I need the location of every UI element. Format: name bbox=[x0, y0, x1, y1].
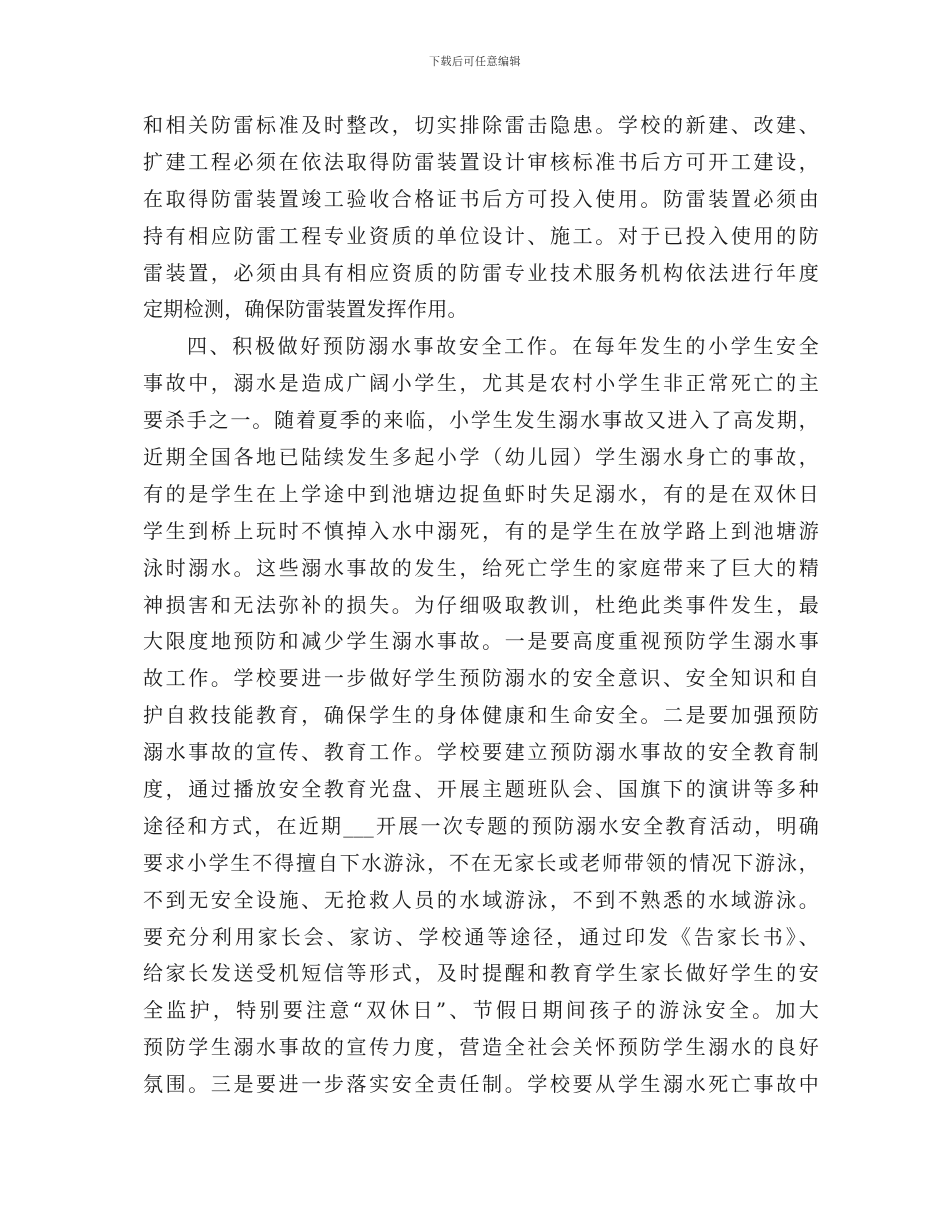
text-line: 神损害和无法弥补的损失。为仔细吸取教训，杜绝此类事件发生，最 bbox=[143, 592, 819, 617]
text-line: 要充分利用家长会、家访、学校通等途径，通过印发《告家长书》、 bbox=[143, 924, 819, 949]
text-line: 不到无安全设施、无抢救人员的水域游泳，不到不熟悉的水域游泳。 bbox=[143, 887, 819, 912]
document-body bbox=[143, 107, 819, 1103]
text-line: 有的是学生在上学途中到池塘边捉鱼虾时失足溺水，有的是在双休日 bbox=[143, 481, 819, 506]
text-line: 在取得防雷装置竣工验收合格证书后方可投入使用。防雷装置必须由 bbox=[143, 186, 819, 211]
text-line: 事故中，溺水是造成广阔小学生，尤其是农村小学生非正常死亡的主 bbox=[143, 371, 819, 396]
text-line: 要杀手之一。随着夏季的来临，小学生发生溺水事故又进入了高发期， bbox=[143, 408, 819, 433]
text-line: 氛围。三是要进一步落实安全责任制。学校要从学生溺水死亡事故中 bbox=[143, 1072, 819, 1097]
text-line: 途径和方式，在近期___开展一次专题的预防溺水安全教育活动，明确 bbox=[143, 813, 819, 838]
text-line: 学生到桥上玩时不慎掉入水中溺死，有的是学生在放学路上到池塘游 bbox=[143, 518, 819, 543]
text-line: 四、积极做好预防溺水事故安全工作。在每年发生的小学生安全 bbox=[187, 334, 819, 359]
text-line: 泳时溺水。这些溺水事故的发生，给死亡学生的家庭带来了巨大的精 bbox=[143, 555, 819, 580]
text-line: 故工作。学校要进一步做好学生预防溺水的安全意识、安全知识和自 bbox=[143, 666, 819, 691]
text-line: 溺水事故的宣传、教育工作。学校要建立预防溺水事故的安全教育制 bbox=[143, 740, 819, 765]
text-line: 雷装置，必须由具有相应资质的防雷专业技术服务机构依法进行年度 bbox=[143, 260, 819, 285]
page-header: 下载后可任意编辑 bbox=[429, 55, 521, 68]
text-line: 持有相应防雷工程专业资质的单位设计、施工。对于已投入使用的防 bbox=[143, 223, 819, 248]
text-line: 度，通过播放安全教育光盘、开展主题班队会、国旗下的演讲等多种 bbox=[143, 777, 819, 802]
text-line: 和相关防雷标准及时整改，切实排除雷击隐患。学校的新建、改建、 bbox=[143, 113, 819, 137]
text-line: 给家长发送受机短信等形式，及时提醒和教育学生家长做好学生的安 bbox=[143, 961, 819, 986]
text-line: 扩建工程必须在依法取得防雷装置设计审核标准书后方可开工建设， bbox=[143, 149, 819, 174]
text-line: 要求小学生不得擅自下水游泳，不在无家长或老师带领的情况下游泳， bbox=[143, 850, 819, 875]
text-line: 全监护，特别要注意“双休日”、节假日期间孩子的游泳安全。加大 bbox=[143, 998, 819, 1023]
text-line: 预防学生溺水事故的宣传力度，营造全社会关怀预防学生溺水的良好 bbox=[143, 1035, 819, 1060]
text-line: 近期全国各地已陆续发生多起小学（幼儿园）学生溺水身亡的事故， bbox=[143, 445, 819, 470]
text-line: 定期检测，确保防雷装置发挥作用。 bbox=[143, 297, 468, 322]
text-line: 大限度地预防和减少学生溺水事故。一是要高度重视预防学生溺水事 bbox=[143, 629, 819, 654]
text-line: 护自救技能教育，确保学生的身体健康和生命安全。二是要加强预防 bbox=[143, 703, 819, 728]
